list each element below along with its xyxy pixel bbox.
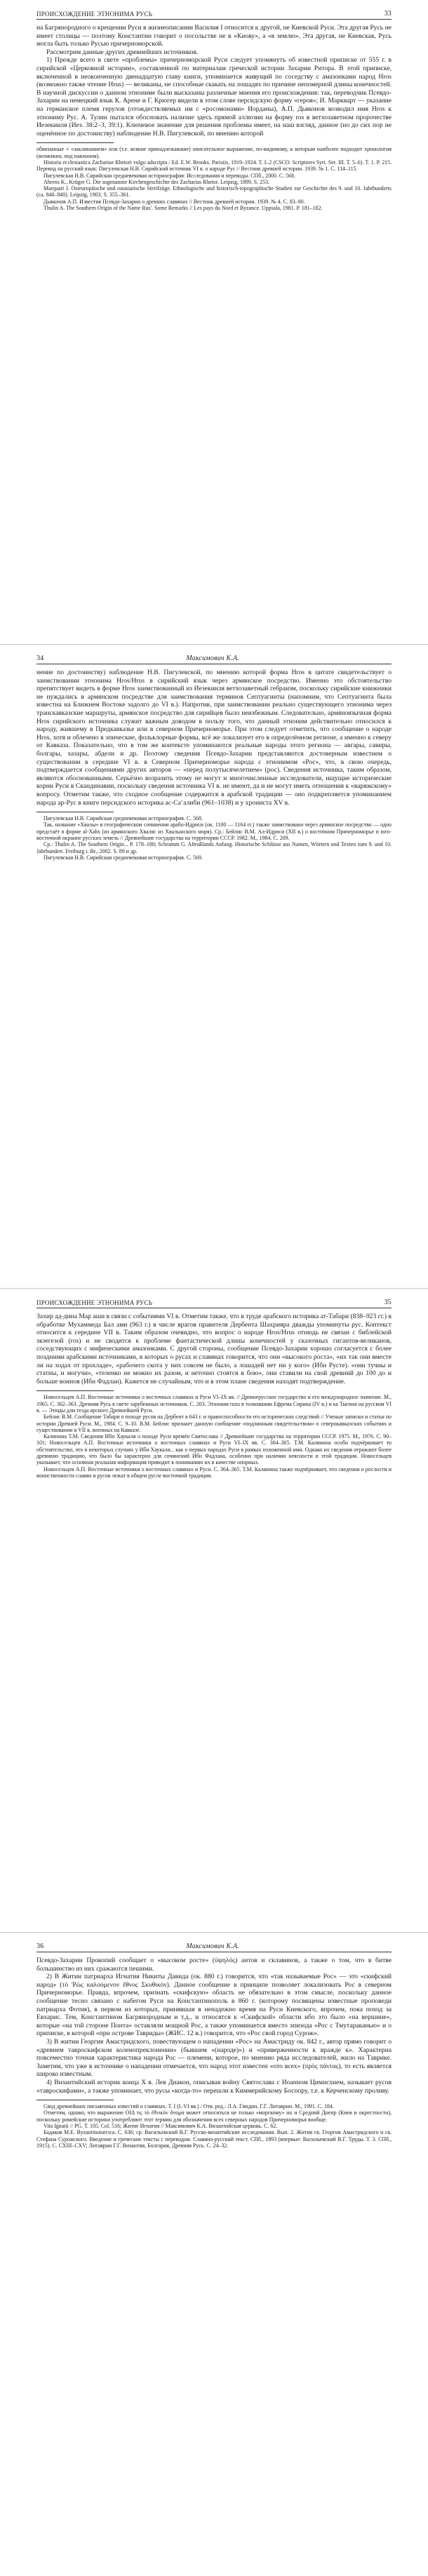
- page-36: [0, 1932, 428, 2576]
- footnote: Свод древнейших письменных известий о славянах. Т. I (I–VI вв.) / Отв. ред.: Л.А. Гиндин, Г.Г. Литаврин. М., 1991. С. 184.: [44, 2103, 334, 2110]
- main-text: [36, 1313, 392, 1386]
- page-number: 34: [36, 655, 44, 662]
- running-header: [36, 1943, 392, 1952]
- paragraph: Захир ад-дина Мар аши в связи с событиями VI в. Отметим также, что в труде арабского историка ат-Табари (838–923 гг.) в обработке Мухаммеда Бал ами (963 г.) в числе врагов правителя Дербента Шахрияра дважды упоминуты рус. Контекст относится к середине VII в. Таким образом очевидно, что вопрос о народе Hros/Hrus отнюдь не связан с библейской экзегезой (ros) и не сводится к проблеме фантастической длины конечностей у сказочных гигантов-великанов, соседствующих с мифическими амазонками. С другой стороны, сообщение Псевдо-Захарии хорошо согласуется с более поздними арабскими источниками, в которых о русах и славянах говорится, что они «высокого роста», «их так они вместе ли на ходах от прохладе», «рабочего скота у них совсем не было, а лошадей нет ни у кого» (Ибн Русте). «они тучны и статны, и могучи», «теленко не можно их разом, и неточно стоятся в бою», они ставили на свой древний до 100 до и больше воинов (Ибн Фадлан). Кажется не случайным, что и в этом плане сведения находят подтверждение.: [36, 1313, 392, 1386]
- paragraph: 1) Прежде всего в свете «проблемы» причерноморской Руси следует упомянуть об известной приписке от 555 г. в сирийской «Церковной истории», составленной по материалам греческой истории Захарии Ритора. В этой приписке, включенной в неоконченную двенадцатую главу книги, упоминается живущий по соседству с амазонками народ Hros (возможно также чтение Hrus) — великаны, не способные скакать на лошадях по причине непомерной длины конечностей. В научной дискуссии о данном этнониме были высказаны различные мнения его происхождения: так, переводчик Псевдо-Захарии на немецкий язык К. Арене и Г. Крюгер видели в этом слове персидскую форму «героя»; И. Маркварт — указание на германское племя герулов (отождествляемых им с «росомонами» Иорданы), А.П. Дьяконов возводил имя Hros к этнониму Рус. А. Тулин пытался обосновать наличие здесь прямой аллюзии на форму ros в ветхозаветном пророчестве Иезекииля (Иез. 38:2–3, 39:1). Ключевое значение для решения проблемы имеет, на наш взгляд, данное (но до сих пор не оценённое по достоинству) наблюдение Н.В. Пигулевской, по мнению которой: [36, 56, 392, 137]
- running-title: Максимович К.А.: [186, 1943, 240, 1950]
- page-33: [0, 0, 428, 644]
- running-header: [36, 655, 392, 664]
- main-text: [36, 1957, 392, 2095]
- page-number: 36: [36, 1943, 44, 1950]
- running-title: ПРОИСХОЖДЕНИЕ ЭТНОНИМА РУСЬ: [36, 11, 153, 18]
- page-34: [0, 644, 428, 1288]
- footnote: Новосельцев А.П. Восточные источники о восточных славянах и Руси. С. 364–365. Т.М. Калинина также подчёркивает, что сведения о рослости и воинственности славян и русов лежат в общем русле восточной традиции.: [36, 1465, 392, 1479]
- footnote-divider: [36, 142, 114, 143]
- footnotes: [36, 2103, 392, 2149]
- footnote: Vita Ignatii // PG. Т. 105. Col. 516; Житие Игнатия // Максимович К.А. Византийская церковь. С. 62.: [44, 2122, 278, 2129]
- footnotes: [36, 146, 392, 211]
- paragraph: Псевдо-Захарии Прокопий сообщает о «высоком росте» (ὑψηλός) антов и склавинов, а также о том, что в битве большинство из них сражаются пешими.: [36, 1957, 392, 1973]
- footnote: Бейлис В.М. Сообщение Табари о походе русов на Дербент в 643 г. и правоспособности его исторических следствий // Ученые записки и статьи по истории Древней Руси. М., 1984. С. 9–10. В.М. Бейлис признает данную сообщение «подлинным свидетельством» о северокавказских событиях и существовании в VII в. военных на Кавказе.: [36, 1414, 392, 1433]
- paragraph: 2) В Житии патриарха Игнатия Никиты Давида (ок. 880 г.) говорится, что «так называемые Рос» — это «скифский народ» (τὸ Ῥὼς καλούμενον ἔθνος Σκυθικόν). Данное сообщение в принципе позволяет локализовать Рос в северном Причерноморье. Правда, впрочем, признать «скифскую» область не обязательно в этом смысле, поскольку данное сообщение тесно связано с набегом Руси на Константинополь в 860 г. (которому посвящены известные проповеди патриарха Фотия), в первом из которых, принявшая в ненадежно время на Руси Киевского, впрочем, пока поход за Евхарис. Тем, Константином Багрянородным и т.д., и относятся к «Скифской» области ибо это было «на вершине», которые «на той стороне Понта» оставляли мощной Рос, а также упоминается вместо эпизода «Рос с Тмутараканью» и о приписке, в которой «при острове Тавриды» (ЖИС. 12 в.) говорится, что «Рос свой город Сурож».: [36, 1973, 392, 2038]
- footnote: Пигулевская Н.В. Сирийская средневековая историография: Исследования и переводы. СПб., 2000. С. 568.: [44, 172, 295, 179]
- footnote: Thulin A. The Southern Origin of the Name Rus'. Some Remarks // Les pays du Nord et Byzance. Uppsala, 1981. P. 181–182.: [44, 204, 323, 211]
- footnote: Ahrens K., Krüger G. Die sogenannte Kirchengeschichte des Zacharias Rhetor. Leipzig, 1899. S. 253.: [44, 178, 269, 185]
- paragraph: нение по достоинству) наблюдение Н.В. Пигулевской, по мнению которой форма Hros в цитате свидетельствует о заимствовании этнонима Hros/Hrus в сирийский язык через армянское посредство. Именно это обстоятельство препятствует видеть в форме Hros заимствованный из Иезекииля ветхозаветный гебраизм, поскольку сирийские книжники не нуждались в армянском посредстве для заимствования терминов Септуагинты (напомним, что Септуагинта была известна на Ближнем Востоке задолго до VI в.). Напротив, при заимствовании реально существующего этнонима через транскавказские маршруты, армянское посредство для сирийцев было неизбежным. Следовательно, армяноязычная форма Hros сирийского источника служит важным доводом в пользу того, что данный этноним действительно относился к народу, жившему в Предкавказье или в северном Причерноморье. При этом следует отметить, что сообщение о народе Hros, хотя и облечено в эпические, фольклорные формы, всё же локализует его в определённом регионе, а именно к северу от Кавказа. Показательно, что в том же контексте упоминаются реальные народы этого региона — авгары, савиры, болгары, хазары, абдели и др. Поэтому сведения Псевдо-Захарии представляются достоверным известием о существовании в середине VI в. в Северном Причерноморье народа с этнонимом «Рос», что, в свою очередь, подтверждается сообщениями других авторов — «перед полутысячелетием» (рос). Сведения источника, таким образом, являются обоснованными. Серьёзно возразить этому не могут и многочисленные исследователи, ищущие исторические корни Руси в Скандинавии, поскольку сведения источника VI в. не имеют, да и не могут иметь отношения к «варяжскому» вопросу. Отметим также, что сходное сообщение содержится в арабской традиции — оно подкрепляется упоминанием народа ар-Рус в книге персидского историка ас-Са‘алиби (961–1038) и у хрониста XV в.: [36, 669, 392, 807]
- paragraph: Рассмотрим данные других древнейших источников.: [46, 48, 199, 56]
- footnote: Ср.: Thulin A. The Southern Origin... P. 178–180; Schramm G. Altrußlands Anfang. Historische Schlüsse aus Namen, Wörtern und Texten zum 9. und 10. Jahrhundert. Freiburg i. Br., 2002. S. 89 и др.: [36, 841, 392, 854]
- running-header: [36, 1299, 392, 1308]
- paragraph: 4) Византийский историк конца X в. Лев Диакон, описывая войну Святослава с Иоанном Цимисхием, называет русов «тавроскифами», а также упоминает, что русы «когда-то» перешли к Киммерийскому Боспору, т.е. к Керченскому проливу.: [36, 2078, 392, 2095]
- page-number: 33: [384, 10, 392, 18]
- footnote: обвязанные + «заклинанием» или (т.е. всякие принадлежавшие) описательное выражение, по-видимому, к которым наиболее подходит хронология (возможно, под павлоном).: [36, 146, 392, 159]
- footnote-divider: [36, 1390, 114, 1391]
- main-text: [36, 24, 392, 137]
- footnote: Пигулевская Н.В. Сирийская средневековая историография. С. 568.: [44, 815, 203, 822]
- footnote: Отметим, однако, что выражение ΟΙΔ τις τὸ ἐθνικὸν ὄνομα может относиться не только «морскому» но и Средний Днепр (Киев и окрестности), поскольку ромейские историки употребляют этот термин для обозначения всех северных народов Причерноморья вообще.: [36, 2109, 392, 2123]
- footnotes: [36, 1394, 392, 1479]
- running-title: Максимович К.А.: [186, 655, 240, 662]
- footnote: Бадаков М.Е. Byzantinoturcica. С. 636; ср. Васильевский В.Г. Русско-византийские исследования. Вып. 2. Жития св. Георгия Амастридского и св. Стефана Сурожского. Введение и греческие тексты с переводом. Славяно-русский текст. СПб., 1893 (впервые: Васильевский В.Г. Труды. Т. 3. СПб., 1915). С. CXIII–CXV; Литаврин Г.Г. Византия, Болгария, Древняя Русь. С. 24–32.: [36, 2129, 392, 2149]
- footnote: Marquart J. Osteuropäische und ostasiatische Streifzüge. Ethnologische und historisch-topographische Studien zur Geschichte des 9. und 10. Jahrhunderts (ca. 840–940). Leipzig, 1903. S. 355–361.: [36, 185, 392, 199]
- footnotes: [36, 815, 392, 861]
- footnote: Дьяконов А.П. Известия Псевдо-Захарии о древних славянах // Вестник древней истории. 1939. № 4. С. 83–90.: [44, 198, 305, 205]
- footnote: Так, название «Хвалы» в географическом сочинении арабо-Идриси (ок. 1100 — 1164 гг.) также заимствовано через армянское посредство — одно предстаёт в форме al-Xabs (из армянского Хваляс из Хвалынского моря). Ср.: Бейлис В.М. Ал-Идриси (XII в.) о восточном Причерноморье и юго-восточной окраине русских земель // Древнейшие государства на территории СССР. 1982. М., 1984. С. 209.: [36, 821, 392, 841]
- paragraph: 3) В житии Георгия Амастридского, повествующем о нападении «Рос» на Амастриду ок. 842 г., автор прямо говорит о «древнем тавроскифском коленопреклонении» (бывшем «(народе)») и «приверженности к вражде к». Характерна повсеместно точная характеристика народа Рос — племени, которое, по мнению ряда исследователей, жило на Таврике. Заметим, что уже в источнике о нападении отмечается, что народ этот известен «ото всех» (πρὸς πάντας), то есть является широко известным.: [36, 2037, 392, 2079]
- footnote: Historia ecclesiastica Zachariae Rhetori vulgo adscripta / Ed. E.W. Brooks. Parisiis, 1919–1924. T. I–2 (CSCO. Scriptores Syri. Ser. III. T. 5–6). T. 1. P. 215. Перевод на русский язык: Пигулевская Н.В. Сирийский источник VI в. о народе Рус // Вестник древней истории. 1939. № 1. С. 114–115.: [36, 159, 392, 173]
- page-number: 35: [384, 1299, 392, 1306]
- page-35: [0, 1288, 428, 1932]
- running-title: ПРОИСХОЖДЕНИЕ ЭТНОНИМА РУСЬ: [36, 1299, 153, 1306]
- paragraph: на Багрянородного о крещении Руси в жизнеописании Василия I относится к другой, не Киевской Руси. Эта другая Русь не имеет столицы — поэтому Константин говорит о посольстве не в «Киову», а «в землю». Эта другая, не Киевская, Русь могла быть только Русью причерноморской.: [36, 24, 392, 48]
- footnote: Новосельцев А.П. Восточные источники о восточных славянах и Руси VI–IX вв. // Древнерусское государство и его международное значение. М., 1965. С. 362–363. Древняя Русь в свете зарубежных источников. С. 203. Этноним ruzu в толковании Ефрема Сирина (IV в.) и ка Тыгина на русском VI в. — Этюды дли тезда ярского Древнейшей Руси.: [36, 1394, 392, 1414]
- running-header: [36, 10, 392, 20]
- footnote: Пигулевская Н.В. Сирийская средневековая историография. С. 569.: [44, 854, 203, 861]
- footnote: Калинина Т.М. Сведения Ибн Хаукаля о походе Руси времён Святослава // Древнейшие государства на территории СССР. 1975. М., 1976. С. 90–101; Новосельцев А.П. Восточные источники о восточных славянах и Руси VI–IX вв. С. 364–365. Т.М. Калинина особо подчёркивает то обстоятельство, что в некоторых случаях у Ибн Хаукаля... как о первых народах Руси в рамках изложенной ими. Однако их сведения отражают более древнюю традицию, что было бы характерно для сочинений Ибн Фадлана, особенно при наличии неясности в этой традиции. Новосельцев указывает, что основная реальная информация приводит к пониманию их в качестве опорных.: [36, 1433, 392, 1466]
- main-text: [36, 669, 392, 807]
